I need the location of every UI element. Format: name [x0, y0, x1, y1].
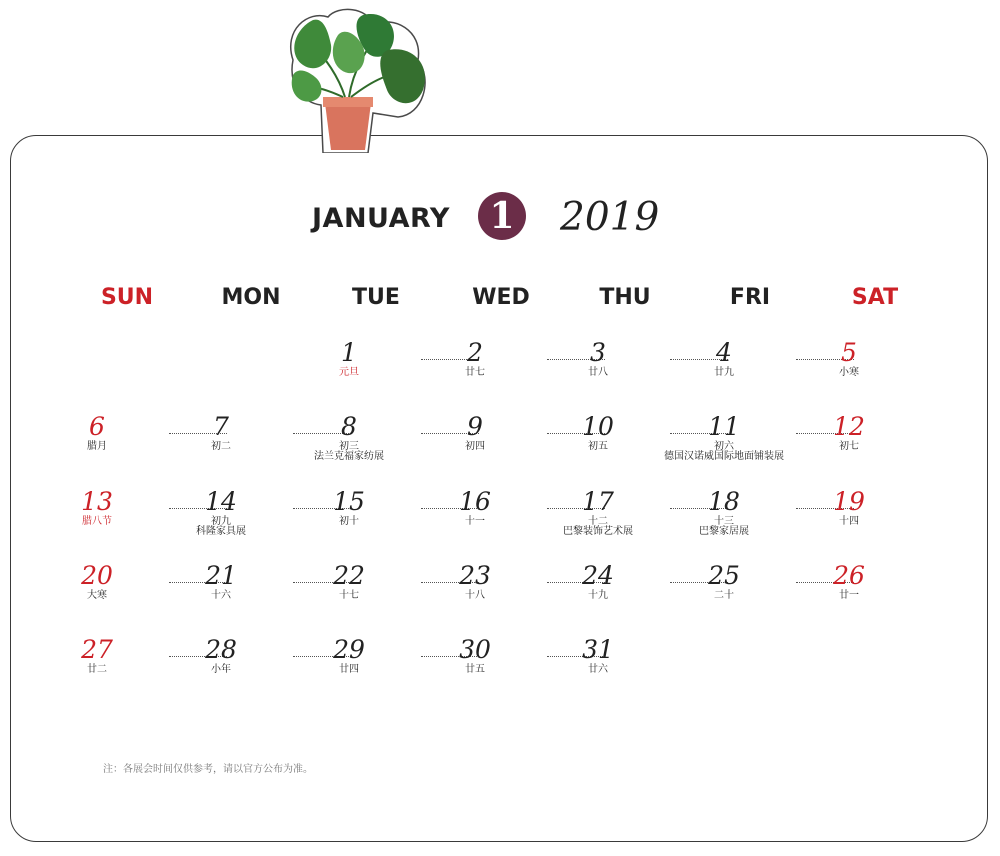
day-number: 27 — [81, 635, 113, 664]
month-number-badge: 1 — [478, 192, 526, 240]
event-label: 巴黎装饰艺术展 — [563, 526, 633, 537]
weekday-thu: THU — [599, 285, 651, 310]
potted-plant-icon — [283, 5, 443, 153]
day-cell[interactable] — [568, 563, 628, 602]
lunar-date: 小寒 — [839, 367, 859, 378]
day-cell[interactable] — [67, 414, 127, 453]
lunar-date: 初三 — [339, 441, 359, 452]
day-cell[interactable] — [694, 489, 754, 528]
day-cell[interactable] — [67, 637, 127, 676]
day-cell[interactable] — [191, 637, 251, 676]
lunar-date: 初七 — [839, 441, 859, 452]
weekday-fri: FRI — [729, 285, 771, 310]
weekday-tue: TUE — [352, 285, 400, 310]
day-number: 31 — [582, 635, 614, 664]
day-number: 14 — [205, 487, 237, 516]
lunar-date: 初二 — [211, 441, 231, 452]
month-name: JANUARY — [312, 203, 450, 234]
lunar-date: 初九 — [211, 516, 231, 527]
year-label: 2019 — [560, 195, 660, 240]
day-cell[interactable] — [445, 563, 505, 602]
day-number: 21 — [205, 561, 237, 590]
day-cell[interactable] — [694, 414, 754, 453]
lunar-date: 元旦 — [339, 367, 359, 378]
day-number: 7 — [213, 412, 229, 441]
day-cell[interactable] — [319, 563, 379, 602]
lunar-date: 大寒 — [87, 590, 107, 601]
day-number: 29 — [333, 635, 365, 664]
day-cell[interactable] — [819, 414, 879, 453]
day-number: 17 — [582, 487, 614, 516]
day-number: 12 — [833, 412, 865, 441]
day-cell[interactable] — [568, 340, 628, 379]
day-number: 30 — [459, 635, 491, 664]
lunar-date: 廿九 — [714, 367, 734, 378]
day-cell[interactable] — [319, 340, 379, 379]
day-cell[interactable] — [445, 489, 505, 528]
lunar-date: 十一 — [465, 516, 485, 527]
day-cell[interactable] — [191, 563, 251, 602]
weekday-wed: WED — [472, 285, 530, 310]
day-number: 24 — [582, 561, 614, 590]
day-number: 3 — [590, 338, 606, 367]
lunar-date: 十八 — [465, 590, 485, 601]
day-number: 20 — [81, 561, 113, 590]
day-number: 10 — [582, 412, 614, 441]
day-number: 18 — [708, 487, 740, 516]
day-cell[interactable] — [191, 414, 251, 453]
day-cell[interactable] — [568, 489, 628, 528]
lunar-date: 初五 — [588, 441, 608, 452]
day-number: 28 — [205, 635, 237, 664]
day-number: 8 — [341, 412, 357, 441]
day-cell[interactable] — [694, 563, 754, 602]
lunar-date: 十三 — [714, 516, 734, 527]
day-cell[interactable] — [319, 414, 379, 453]
lunar-date: 腊八节 — [82, 516, 112, 527]
day-number: 22 — [333, 561, 365, 590]
footnote: 注：各展会时间仅供参考，请以官方公布为准。 — [103, 764, 313, 775]
day-cell[interactable] — [819, 489, 879, 528]
day-number: 1 — [341, 338, 357, 367]
day-number: 4 — [716, 338, 732, 367]
lunar-date: 十二 — [588, 516, 608, 527]
day-number: 19 — [833, 487, 865, 516]
day-number: 2 — [467, 338, 483, 367]
lunar-date: 初十 — [339, 516, 359, 527]
day-number: 25 — [708, 561, 740, 590]
lunar-date: 初六 — [714, 441, 734, 452]
lunar-date: 廿八 — [588, 367, 608, 378]
lunar-date: 廿四 — [339, 664, 359, 675]
day-cell[interactable] — [445, 414, 505, 453]
lunar-date: 廿五 — [465, 664, 485, 675]
day-cell[interactable] — [67, 489, 127, 528]
lunar-date: 初四 — [465, 441, 485, 452]
day-number: 9 — [467, 412, 483, 441]
day-number: 26 — [833, 561, 865, 590]
day-number: 15 — [333, 487, 365, 516]
day-number: 11 — [708, 412, 740, 441]
lunar-date: 廿一 — [839, 590, 859, 601]
day-cell[interactable] — [67, 563, 127, 602]
day-number: 16 — [459, 487, 491, 516]
day-number: 5 — [841, 338, 857, 367]
day-cell[interactable] — [319, 637, 379, 676]
lunar-date: 小年 — [211, 664, 231, 675]
event-label: 德国汉诺威国际地面铺装展 — [664, 451, 784, 462]
day-number: 23 — [459, 561, 491, 590]
lunar-date: 廿二 — [87, 664, 107, 675]
lunar-date: 廿六 — [588, 664, 608, 675]
day-cell[interactable] — [694, 340, 754, 379]
day-cell[interactable] — [568, 414, 628, 453]
event-label: 法兰克福家纺展 — [314, 451, 384, 462]
day-cell[interactable] — [191, 489, 251, 528]
weekday-mon: MON — [221, 285, 281, 310]
weekday-sun: SUN — [100, 285, 154, 310]
lunar-date: 十九 — [588, 590, 608, 601]
lunar-date: 十四 — [839, 516, 859, 527]
event-label: 科隆家具展 — [196, 526, 246, 537]
day-number: 6 — [89, 412, 105, 441]
day-cell[interactable] — [445, 637, 505, 676]
day-cell[interactable] — [568, 637, 628, 676]
day-cell[interactable] — [819, 563, 879, 602]
day-cell[interactable] — [319, 489, 379, 528]
day-cell[interactable] — [445, 340, 505, 379]
day-number: 13 — [81, 487, 113, 516]
event-label: 巴黎家居展 — [699, 526, 749, 537]
lunar-date: 腊月 — [87, 441, 107, 452]
lunar-date: 十六 — [211, 590, 231, 601]
lunar-date: 廿七 — [465, 367, 485, 378]
weekday-sat: SAT — [851, 285, 899, 310]
lunar-date: 十七 — [339, 590, 359, 601]
lunar-date: 二十 — [714, 590, 734, 601]
day-cell[interactable] — [819, 340, 879, 379]
